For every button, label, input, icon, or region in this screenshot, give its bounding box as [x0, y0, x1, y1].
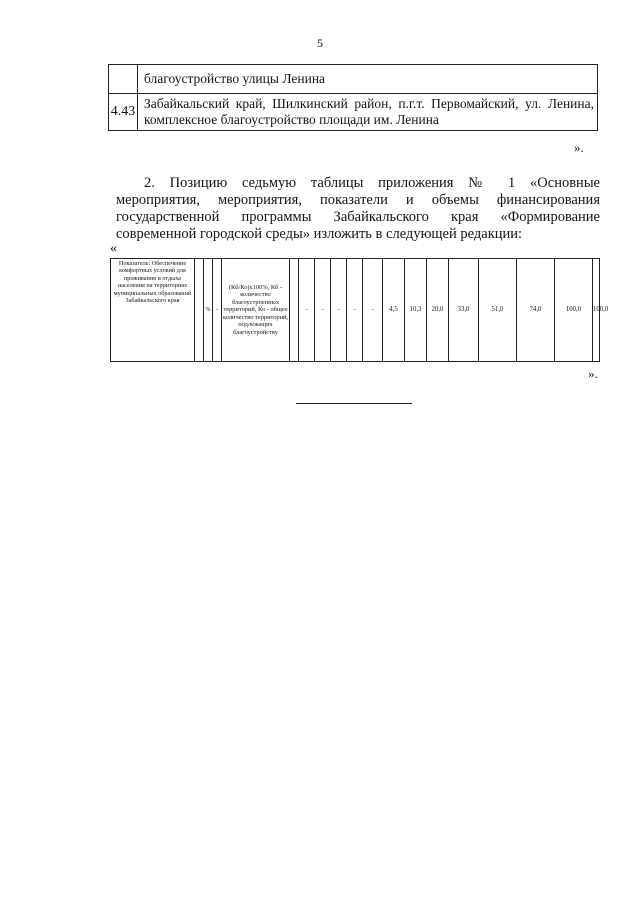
value-cell: 20,0	[427, 259, 449, 362]
opening-quote: «	[110, 241, 117, 256]
paragraph-line: 2. Позицию седьмую таблицы приложения № 1 «Основные	[144, 175, 600, 191]
value-cell: 4,5	[383, 259, 405, 362]
row-number: 4.43	[109, 94, 138, 131]
table-row	[109, 65, 598, 94]
value-cell: 74,0	[517, 259, 555, 362]
indicator-cell: Показатель: Обеспечение комфортных условий для проживания и отдыха населения на территориях муниципальных образований Забайкальского края	[111, 259, 195, 362]
amendment-paragraph	[116, 175, 600, 243]
row-number	[109, 65, 138, 94]
paragraph-line: современной городской среды» изложить в следующей редакции:	[116, 226, 523, 242]
row-text: Забайкальский край, Шилкинский район, п.г.т. Первомайский, ул. Ленина, комплексное благоустройство площади им. Ленина	[138, 94, 598, 131]
dash-cell: -	[315, 259, 331, 362]
horizontal-rule	[296, 403, 412, 404]
closing-quote: ».	[574, 140, 584, 155]
continuation-table	[108, 64, 598, 131]
value-cell: 51,0	[479, 259, 517, 362]
formula-cell: (Кб/Ко)х100%, Кб - количество благоустроенных территорий, Ко - общее количество территорий, подлежащих благоустройству	[222, 259, 290, 362]
dash-cell: -	[299, 259, 315, 362]
value-cell: 33,0	[449, 259, 479, 362]
empty-cell	[195, 259, 204, 362]
closing-quote: ».	[588, 366, 598, 381]
empty-cell	[290, 259, 299, 362]
value-cell: 100,0	[593, 259, 600, 362]
dash-cell: -	[331, 259, 347, 362]
table-row	[111, 259, 600, 362]
table-row	[109, 94, 598, 131]
row-text: благоустройство улицы Ленина	[138, 65, 598, 94]
paragraph-line: государственной программы Забайкальского края «Формирование	[116, 209, 600, 225]
value-cell: 10,3	[405, 259, 427, 362]
indicator-table	[110, 258, 609, 362]
unit-cell: %	[204, 259, 213, 362]
dash-cell: -	[347, 259, 363, 362]
page-number: 5	[317, 36, 323, 50]
paragraph-line: мероприятия, мероприятия, показатели и объемы финансирования	[116, 192, 600, 208]
dash-cell: -	[213, 259, 222, 362]
value-cell: 100,0	[555, 259, 593, 362]
dash-cell: -	[363, 259, 383, 362]
